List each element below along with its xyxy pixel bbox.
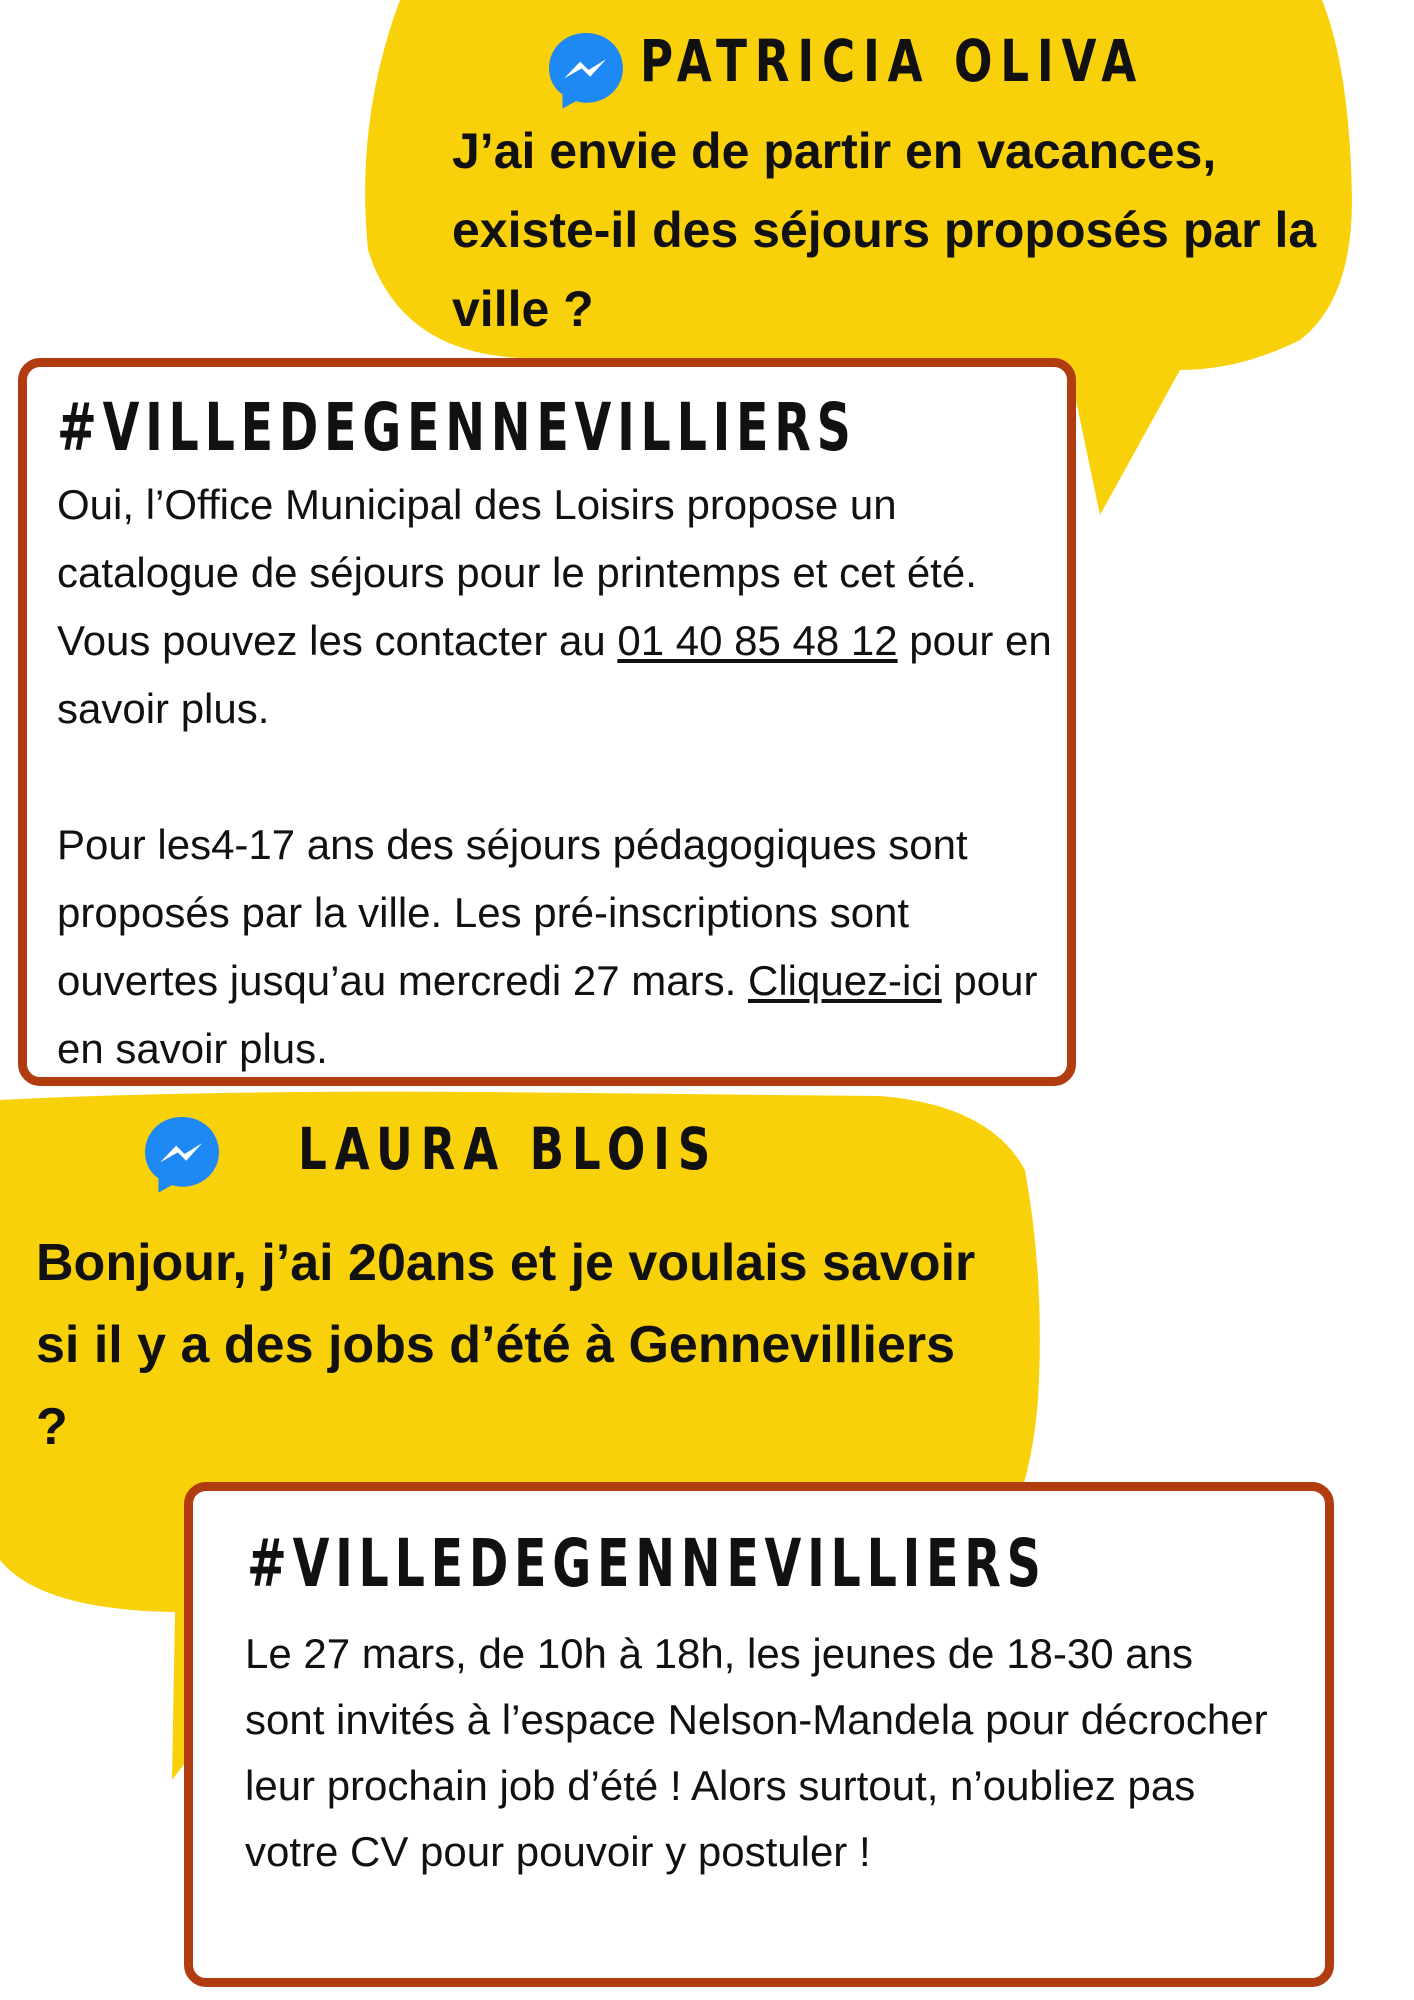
phone-link[interactable]: 01 40 85 48 12 (617, 617, 898, 664)
reply-box-2 (184, 1482, 1334, 1987)
reply-paragraph-1 (57, 471, 1067, 743)
reply-text-2: Le 27 mars, de 10h à 18h, les jeunes de 18-30 ans sont invités à l’espace Nelson-Mandela pour décrocher leur prochain job d’été ! Alors surtout, n’oubliez pas votre CV pour pouvoir y postuler ! (245, 1630, 1268, 1875)
reply-text-part: Pour les4-17 ans des séjours pédagogiques sont proposés par la ville. Les pré-inscriptions sont ouvertes jusqu’au mercredi 27 mars. (57, 821, 968, 1004)
reply-text-part: pour en savoir plus. (57, 957, 1038, 1072)
reply-box-1 (18, 358, 1076, 1086)
question-2: Bonjour, j’ai 20ans et je voulais savoir si il y a des jobs d’été à Gennevilliers ? (36, 1234, 976, 1456)
reply-paragraph-2 (57, 811, 1067, 1083)
messenger-icon (544, 28, 628, 112)
author-name-patricia: PATRICIA OLIVA (640, 27, 1145, 95)
cliquez-ici-link[interactable]: Cliquez-ici (747, 957, 942, 1004)
reply-text-1 (57, 471, 1067, 1083)
reply-spacer (57, 743, 1067, 811)
reply-text-part: Oui, l’Office Municipal des Loisirs propose un catalogue de séjours pour le printemps et cet été. Vous pouvez les contacter au (57, 481, 977, 664)
reply-text-part: pour en savoir plus. (57, 617, 1052, 732)
hashtag-1: #VILLEDEGENNEVILLIERS (57, 389, 857, 466)
messenger-icon (140, 1112, 224, 1196)
question-1: J’ai envie de partir en vacances, existe-il des séjours proposés par la ville ? (452, 123, 1317, 337)
author-name-laura: LAURA BLOIS (298, 1115, 719, 1183)
hashtag-2: #VILLEDEGENNEVILLIERS (247, 1525, 1047, 1602)
